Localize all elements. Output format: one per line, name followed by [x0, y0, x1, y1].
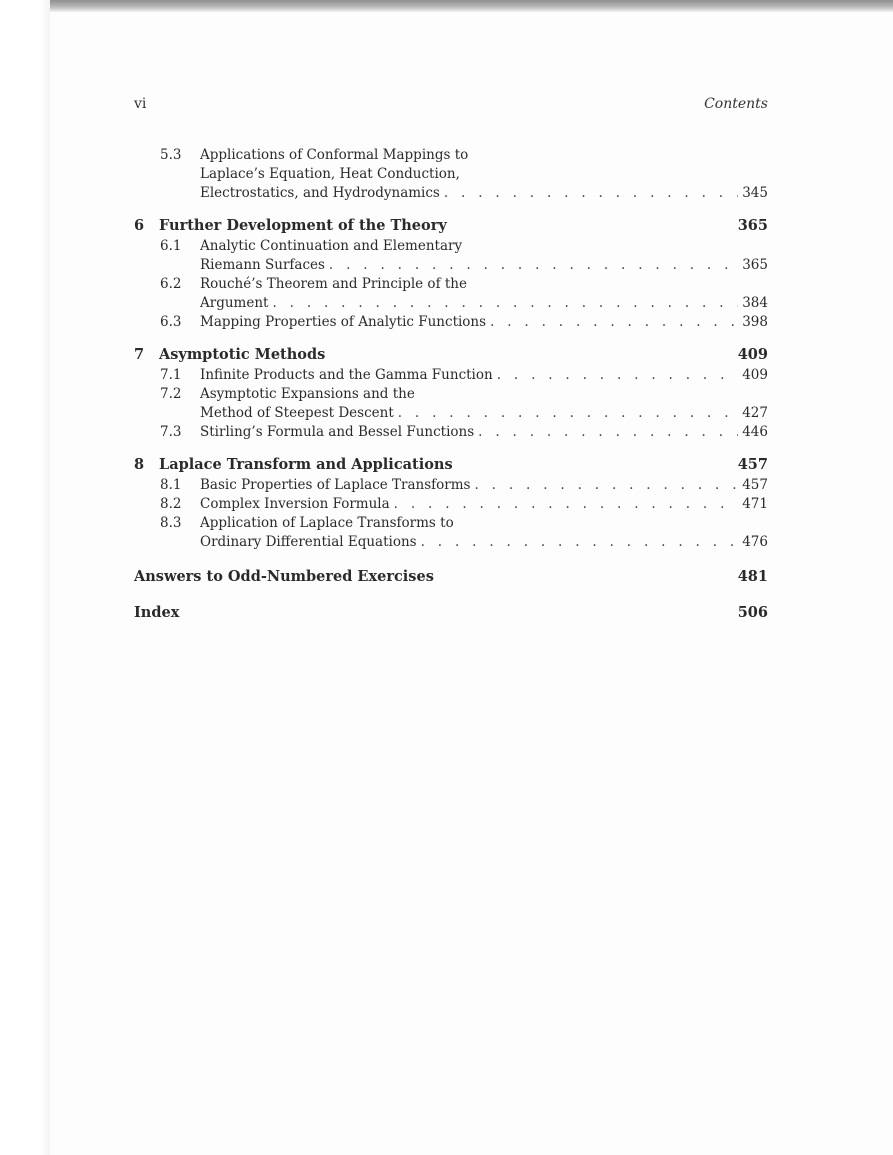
- section-title-line: Method of Steepest Descent: [200, 405, 394, 421]
- section-title-line: Ordinary Differential Equations: [200, 534, 417, 550]
- section-page: 471: [742, 496, 768, 512]
- section-title-line: Riemann Surfaces: [200, 257, 325, 273]
- chapter-number: 8: [134, 456, 145, 473]
- chapter-title: Index: [134, 604, 180, 621]
- section-title-line: Stirling’s Formula and Bessel Functions: [200, 424, 475, 440]
- toc-chapter-6: [134, 215, 768, 237]
- section-title-line: Mapping Properties of Analytic Functions: [200, 314, 487, 330]
- section-number: 6.1: [160, 238, 182, 254]
- section-number: 5.3: [160, 147, 182, 163]
- section-page: 476: [742, 534, 768, 550]
- section-page: 409: [742, 367, 768, 383]
- section-number: 8.1: [160, 477, 182, 493]
- toc-chapter-7: [134, 344, 768, 366]
- section-number: 8.3: [160, 515, 182, 531]
- section-title-line: Rouché’s Theorem and Principle of the: [200, 276, 467, 292]
- section-title-line: Analytic Continuation and Elementary: [200, 238, 463, 254]
- page-number: vi: [134, 96, 147, 112]
- toc-section-8-1: [134, 476, 768, 495]
- section-title-line: Electrostatics, and Hydrodynamics: [200, 185, 440, 201]
- toc-section-8-2: [134, 495, 768, 514]
- section-title-line: Infinite Products and the Gamma Function: [200, 367, 493, 383]
- chapter-page: 457: [737, 456, 768, 473]
- dot-leader: [329, 256, 738, 275]
- table-of-contents: [134, 146, 768, 624]
- chapter-page: 481: [737, 568, 768, 585]
- section-title-line: Application of Laplace Transforms to: [200, 515, 454, 531]
- chapter-title: Further Development of the Theory: [159, 217, 447, 234]
- toc-section-6-2: [134, 275, 768, 313]
- running-head: [134, 96, 768, 116]
- section-page: 457: [742, 477, 768, 493]
- section-number: 8.2: [160, 496, 182, 512]
- dot-leader: [497, 366, 739, 385]
- dot-leader: [478, 423, 738, 442]
- section-number: 7.3: [160, 424, 182, 440]
- section-page: 446: [742, 424, 768, 440]
- section-title-line: Laplace’s Equation, Heat Conduction,: [200, 166, 460, 182]
- chapter-number: 7: [134, 346, 145, 363]
- scan-top-shadow: [0, 0, 893, 12]
- section-title-line: Complex Inversion Formula: [200, 496, 390, 512]
- section-title-line: Asymptotic Expansions and the: [200, 386, 415, 402]
- toc-section-7-1: [134, 366, 768, 385]
- dot-leader: [272, 294, 738, 313]
- dot-leader: [444, 184, 738, 203]
- section-number: 6.3: [160, 314, 182, 330]
- chapter-page: 365: [737, 217, 768, 234]
- chapter-page: 506: [737, 604, 768, 621]
- toc-section-7-2: [134, 385, 768, 423]
- section-page: 345: [742, 185, 768, 201]
- toc-index: [134, 602, 768, 624]
- section-page: 384: [742, 295, 768, 311]
- toc-section-8-3: [134, 514, 768, 552]
- chapter-page: 409: [737, 346, 768, 363]
- chapter-title: Asymptotic Methods: [159, 346, 326, 363]
- toc-section-5-3: [134, 146, 768, 203]
- section-page: 398: [742, 314, 768, 330]
- section-title-line: Argument: [200, 295, 269, 311]
- chapter-number: 6: [134, 217, 145, 234]
- chapter-title: Answers to Odd-Numbered Exercises: [134, 568, 434, 585]
- section-page: 365: [742, 257, 768, 273]
- toc-answers: [134, 566, 768, 588]
- section-page: 427: [742, 405, 768, 421]
- section-title-line: Basic Properties of Laplace Transforms: [200, 477, 471, 493]
- section-title-line: Applications of Conformal Mappings to: [200, 147, 469, 163]
- section-number: 7.2: [160, 386, 182, 402]
- toc-section-6-1: [134, 237, 768, 275]
- dot-leader: [421, 533, 739, 552]
- toc-section-6-3: [134, 313, 768, 332]
- chapter-title: Laplace Transform and Applications: [159, 456, 453, 473]
- toc-chapter-8: [134, 454, 768, 476]
- toc-section-7-3: [134, 423, 768, 442]
- section-number: 6.2: [160, 276, 182, 292]
- section-number: 7.1: [160, 367, 182, 383]
- dot-leader: [490, 313, 738, 332]
- dot-leader: [474, 476, 738, 495]
- scan-left-margin: [0, 0, 50, 1155]
- dot-leader: [398, 404, 738, 423]
- running-head-title: Contents: [704, 96, 768, 112]
- dot-leader: [394, 495, 739, 514]
